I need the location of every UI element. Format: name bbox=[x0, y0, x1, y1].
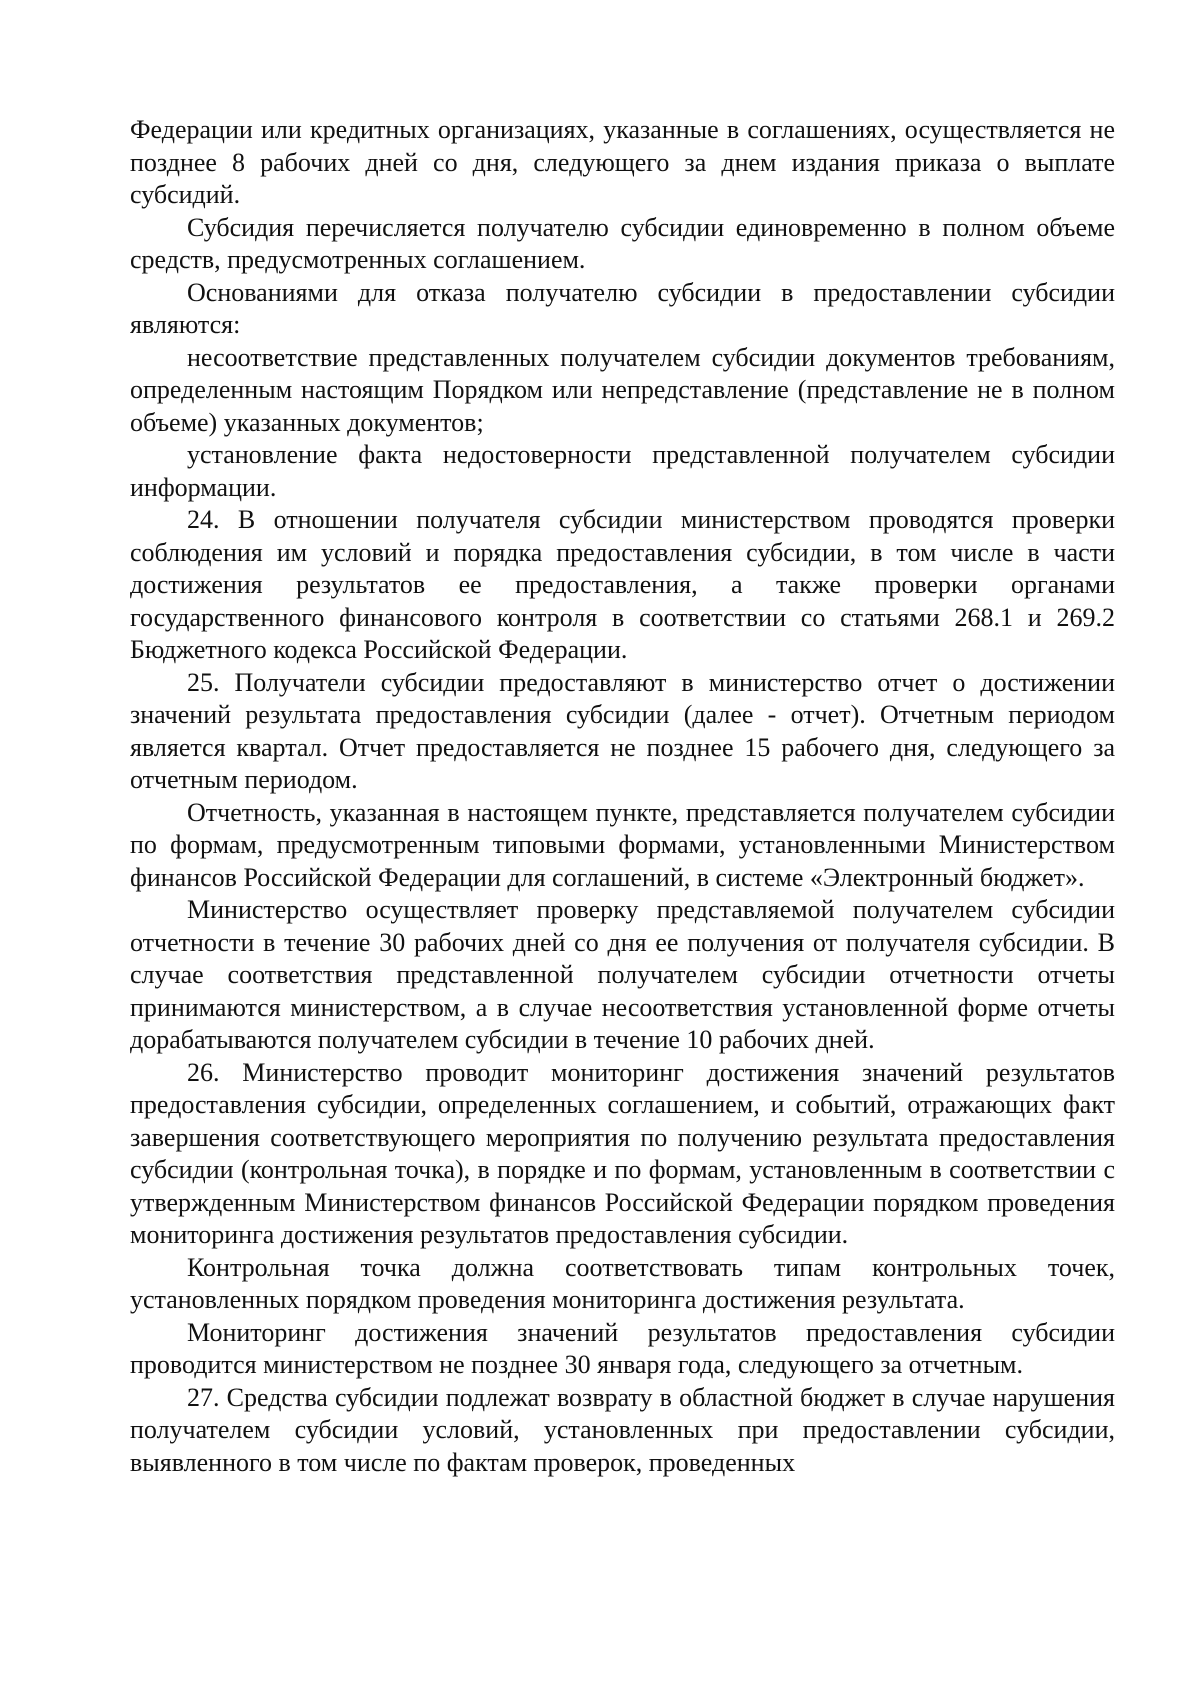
paragraph-report-check: Министерство осуществляет проверку представляемой получателем субсидии отчетности в течение 30 рабочих дней со дня ее получения от получателя субсидии. В случае соответствия представленной получателем субсидии отчетности отчеты принимаются министерством, а в случае несоответствия установленной форме отчеты дорабатываются получателем субсидии в течение 10 рабочих дней. bbox=[130, 895, 1115, 1054]
paragraph-24: 24. В отношении получателя субсидии министерством проводятся проверки соблюдения им условий и порядка предоставления субсидии, в том числе в части достижения результатов ее предоставления, а также проверки органами государственного финансового контроля в соответствии со статьями 268.1 и 269.2 Бюджетного кодекса Российской Федерации. bbox=[130, 505, 1115, 664]
paragraph-refusal-item-1: несоответствие представленных получателем субсидии документов требованиям, определенным настоящим Порядком или непредставление (представление не в полном объеме) указанных документов; bbox=[130, 342, 1115, 437]
paragraph-control-point: Контрольная точка должна соответствовать типам контрольных точек, установленных порядком проведения мониторинга достижения результата. bbox=[130, 1252, 1115, 1314]
paragraph-26: 26. Министерство проводит мониторинг достижения значений результатов предоставления субсидии, определенных соглашением, и событий, отражающих факт завершения соответствующего мероприятия по получению результата предоставления субсидии (контрольная точка), в порядке и по формам, установленным в соответствии с утвержденным Министерством финансов Российской Федерации порядком проведения мониторинга достижения результатов предоставления субсидии. bbox=[130, 1057, 1115, 1249]
paragraph-continuation: Федерации или кредитных организациях, указанные в соглашениях, осуществляется не позднее 8 рабочих дней со дня, следующего за днем издания приказа о выплате субсидий. bbox=[130, 115, 1115, 209]
paragraph-monitoring-deadline: Мониторинг достижения значений результатов предоставления субсидии проводится министерством не позднее 30 января года, следующего за отчетным. bbox=[130, 1317, 1115, 1379]
paragraph-reporting-forms: Отчетность, указанная в настоящем пункте, представляется получателем субсидии по формам, предусмотренным типовыми формами, установленными Министерством финансов Российской Федерации для соглашений, в системе «Электронный бюджет». bbox=[130, 797, 1115, 892]
document-page bbox=[130, 114, 1115, 1479]
paragraph-refusal-item-2: установление факта недостоверности представленной получателем субсидии информации. bbox=[130, 440, 1115, 502]
paragraph-subsidy-transfer: Субсидия перечисляется получателю субсидии единовременно в полном объеме средств, предусмотренных соглашением. bbox=[130, 212, 1115, 274]
paragraph-refusal-grounds: Основаниями для отказа получателю субсидии в предоставлении субсидии являются: bbox=[130, 277, 1115, 339]
paragraph-27: 27. Средства субсидии подлежат возврату в областной бюджет в случае нарушения получателем субсидии условий, установленных при предоставлении субсидии, выявленного в том числе по фактам проверок, проведенных bbox=[130, 1382, 1115, 1477]
paragraph-25: 25. Получатели субсидии предоставляют в министерство отчет о достижении значений результата предоставления субсидии (далее - отчет). Отчетным периодом является квартал. Отчет предоставляется не позднее 15 рабочего дня, следующего за отчетным периодом. bbox=[130, 667, 1115, 794]
